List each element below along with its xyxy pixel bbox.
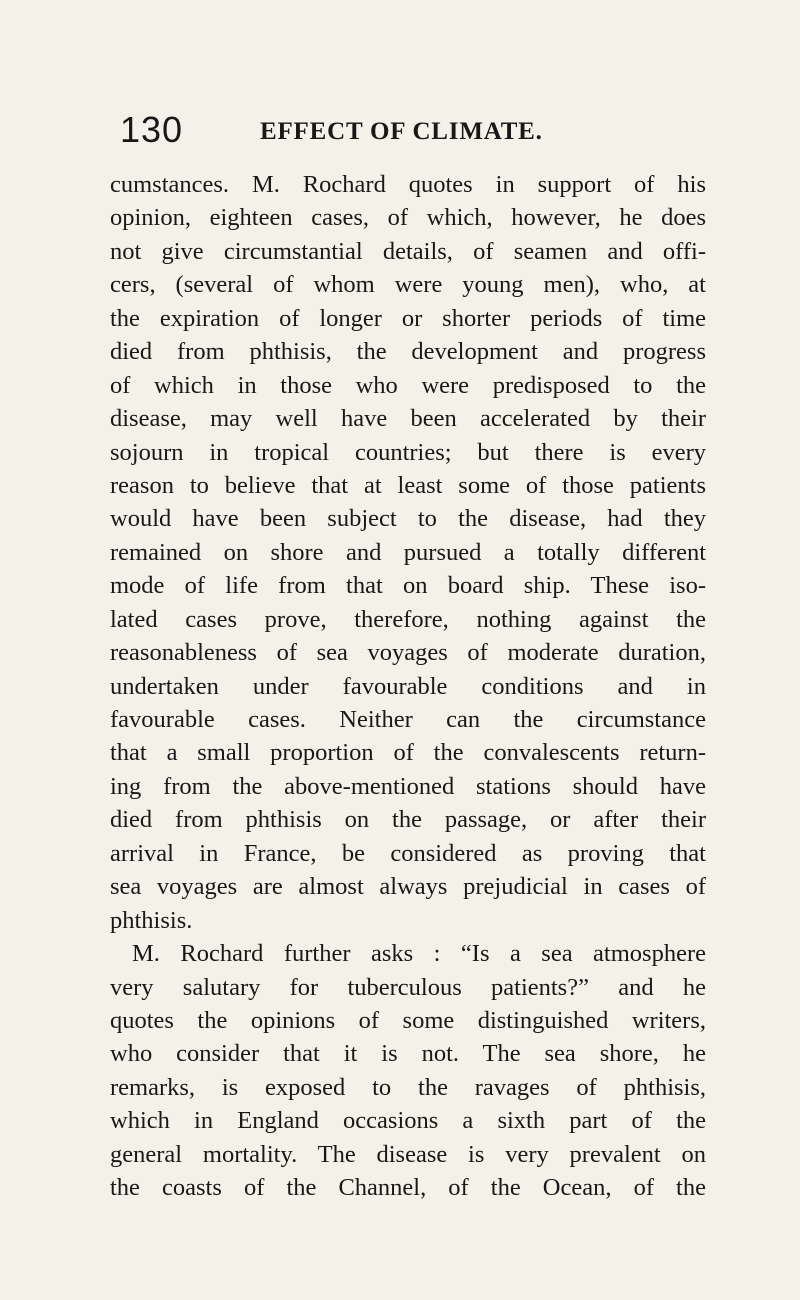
text-line: phthisis. [110, 906, 193, 934]
text-line: reasonableness of sea voyages of moderate duration, [110, 639, 706, 667]
text-line: of which in those who were predisposed to the [110, 371, 706, 399]
text-line: arrival in France, be considered as proving that [110, 839, 706, 867]
text-line: quotes the opinions of some distinguished writers, [110, 1006, 706, 1034]
text-line: would have been subject to the disease, had they [110, 505, 706, 533]
text-line: reason to believe that at least some of those patients [110, 471, 706, 499]
text-line: undertaken under favourable conditions and in [110, 672, 706, 700]
text-line: that a small proportion of the convalescents return- [110, 739, 706, 767]
text-line: favourable cases. Neither can the circumstance [110, 706, 706, 733]
body-text [110, 168, 706, 1205]
text-line: ing from the above-mentioned stations should have [110, 772, 706, 800]
text-line: mode of life from that on board ship. These iso- [110, 572, 706, 600]
text-line: sea voyages are almost always prejudicial in cases of [110, 873, 706, 901]
text-line: sojourn in tropical countries; but there is every [110, 438, 706, 466]
text-line: cers, (several of whom were young men), who, at [110, 271, 706, 299]
text-line: disease, may well have been accelerated by their [110, 405, 706, 433]
text-line: died from phthisis on the passage, or after their [110, 806, 706, 834]
text-line: not give circumstantial details, of seamen and offi- [110, 237, 706, 265]
text-line: the expiration of longer or shorter periods of time [110, 304, 706, 332]
text-line: remained on shore and pursued a totally different [110, 538, 706, 566]
text-line: lated cases prove, therefore, nothing against the [110, 605, 706, 633]
page-number: 130 [120, 109, 184, 150]
text-line: very salutary for tuberculous patients?” and he [110, 973, 706, 1001]
text-line: M. Rochard further asks : “Is a sea atmosphere [132, 940, 706, 968]
text-line: general mortality. The disease is very prevalent on [110, 1140, 706, 1168]
text-line: opinion, eighteen cases, of which, however, he does [110, 204, 706, 232]
text-line: who consider that it is not. The sea shore, he [110, 1040, 706, 1068]
text-line: died from phthisis, the development and progress [110, 338, 706, 366]
page-header [120, 108, 680, 152]
text-line: which in England occasions a sixth part of the [110, 1107, 706, 1135]
running-head: EFFECT OF CLIMATE. [260, 118, 543, 145]
text-line: cumstances. M. Rochard quotes in support of his [110, 171, 706, 198]
text-line: the coasts of the Channel, of the Ocean, of the [110, 1174, 706, 1202]
text-line: remarks, is exposed to the ravages of phthisis, [110, 1073, 706, 1101]
